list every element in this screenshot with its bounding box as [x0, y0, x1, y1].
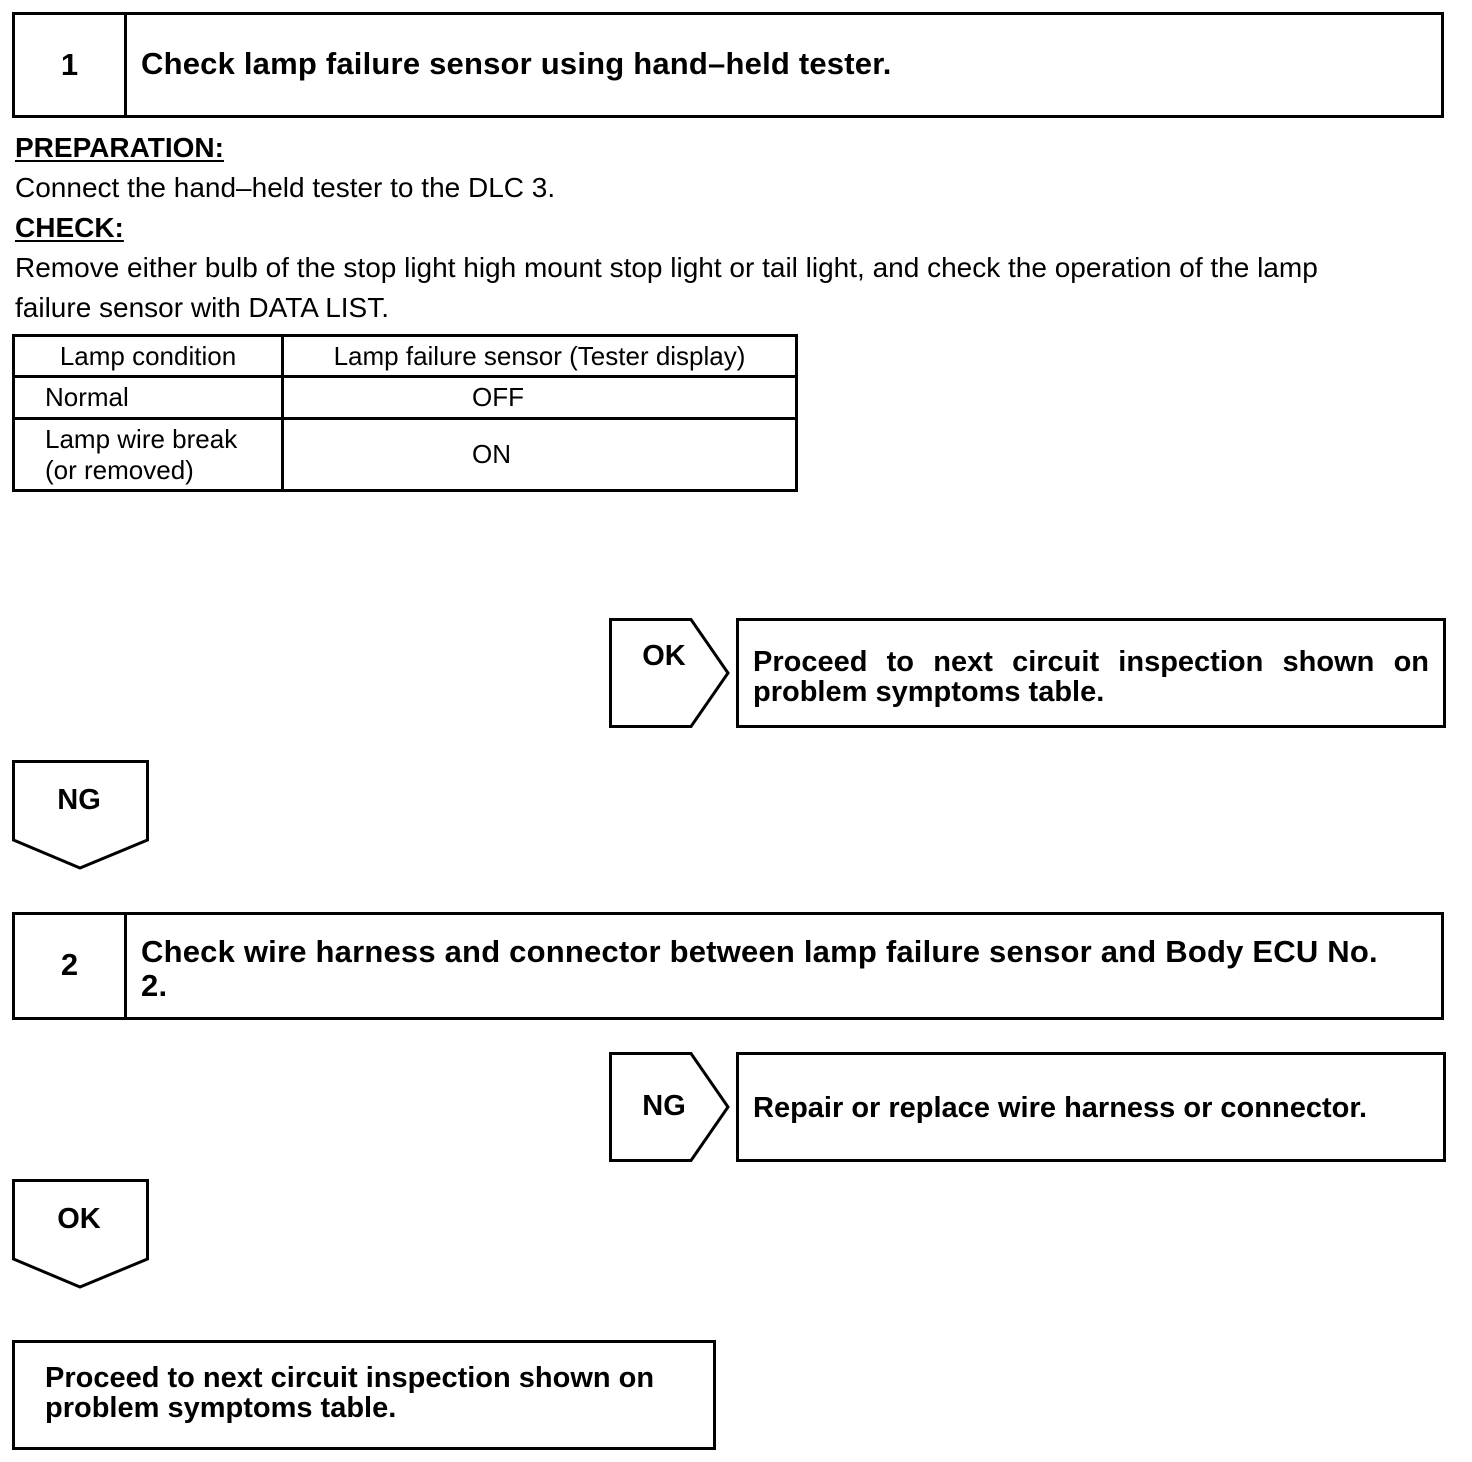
step-1-header: [12, 12, 1444, 118]
lamp-condition-table: [12, 334, 798, 492]
table-cell-condition: Normal: [14, 377, 283, 419]
step-2-number: 2: [15, 915, 127, 1017]
step-1-ok-result: Proceed to next circuit inspection shown on problem symptoms table.: [736, 618, 1446, 728]
table-header-row: [14, 336, 797, 377]
step-1-ng-tag: NG: [57, 784, 101, 816]
table-row: [14, 419, 797, 491]
preparation-label: PREPARATION:: [15, 132, 224, 163]
step-2-ng-result: Repair or replace wire harness or connector.: [736, 1052, 1446, 1162]
table-header-condition: Lamp condition: [14, 336, 283, 377]
step-1-title: Check lamp failure sensor using hand–held tester.: [141, 46, 892, 81]
table-header-display: Lamp failure sensor (Tester display): [283, 336, 797, 377]
step-2-ng-tag: NG: [642, 1090, 686, 1122]
final-result: Proceed to next circuit inspection shown on problem symptoms table.: [12, 1340, 716, 1450]
step-1-ok-tag: OK: [642, 640, 686, 672]
step-2-header: [12, 912, 1444, 1020]
ok-right-arrow-icon: [609, 618, 733, 730]
step-2-ok-tag: OK: [57, 1203, 101, 1235]
table-cell-display: ON: [283, 419, 797, 491]
table-row: [14, 377, 797, 419]
step-1-number: 1: [15, 15, 127, 115]
table-cell-condition: Lamp wire break (or removed): [14, 419, 283, 491]
check-text-line-1: Remove either bulb of the stop light high mount stop light or tail light, and check the operation of the lamp: [15, 252, 1318, 283]
check-text-line-2: failure sensor with DATA LIST.: [15, 292, 389, 323]
preparation-text: Connect the hand–held tester to the DLC 3.: [15, 172, 556, 203]
table-cell-display: OFF: [283, 377, 797, 419]
step-2-title: Check wire harness and connector between lamp failure sensor and Body ECU No. 2.: [141, 934, 1378, 1003]
check-label: CHECK:: [15, 212, 124, 243]
